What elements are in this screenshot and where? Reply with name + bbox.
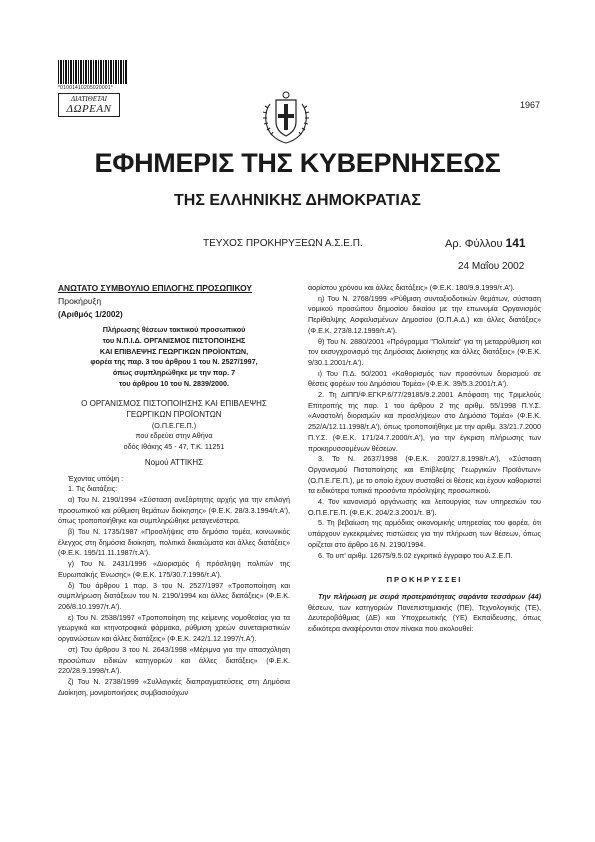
clause: θ) Του Ν. 2880/2001 «Πρόγραμμα "Πολιτεία" για τη μεταρρύθμιση και τον εκσυγχρονισμό της Δημόσιας Διοίκησης και άλλες διατάξεις» (Φ.Ε.Κ. 9/30.1.2001/τ.Α'). [308,336,541,367]
summary-line: Πλήρωσης θέσεων τακτικού προσωπικού [102,325,246,335]
clause: γ) Του Ν. 2431/1996 «Διορισμός ή πρόσληψη πολιτών της Ευρωπαϊκής Ένωσης» (Φ.Ε.Κ. 175/30.7.1996/τ.Α'). [58,559,290,579]
org-line: ΓΕΩΡΓΙΚΩΝ ΠΡΟΪΟΝΤΩΝ [126,410,222,420]
numbered-item: 2. Τη ΔΙΠΠ/Φ.ΕΓΚΡ.6/77/29185/9.2.2001 Απόφαση της Τριμελούς Επιτροπής της παρ. 1 του άρθρου 2 της αριθμ. 55/1998 Π.Υ.Σ. «Αναστολή διορισμών και προσλήψεων στο Δημόσιο Τομέα» (Φ.Ε.Κ. 252/Α/12.11.1998/τ.Α'), όπως τροποποιήθηκε με την αριθμ. 33/21.7.2000 Π.Υ.Σ. (Φ.Ε.Κ. 171/24.7.2000/τ.Α'), για την έγκριση πλήρωσης των προκηρυσσομένων θέσεων. [308,390,541,453]
left-column [58,283,290,698]
stamp-line-2: ΔΩΡΕΑΝ [66,103,112,115]
gazette-subtitle: ΤΗΣ ΕΛΛΗΝΙΚΗΣ ΔΗΜΟΚΡΑΤΙΑΣ [174,192,421,209]
org-line: (Ο.Π.Ε.ΓΕ.Π.) [151,420,197,430]
free-distribution-stamp [58,93,120,117]
clause: ι) Του Π.Δ. 50/2001 «Καθορισμός των προσόντων διορισμού σε θέσεις φορέων του Δημόσιου Τομέα» (Φ.Ε.Κ. 39/5.3.2001/τ.Α'). [308,368,541,389]
numbered-item: 4. Τον κανονισμό οργάνωσης και λειτουργίας των υπηρεσιών του Ο.Π.Ε.ΓΕ.Π. (Φ.Ε.Κ. 204/2.3.2001/τ. Β'). [308,497,541,517]
org-line: που εδρεύει στην Αθήνα [135,431,213,441]
hellenic-coat-of-arms-icon [260,88,312,146]
prefecture: Νομού ΑΤΤΙΚΗΣ [144,457,204,467]
org-line: οδός Ιθάκης 45 - 47, Τ.Κ. 11251 [123,442,225,452]
summary-line: ΚΑΙ ΕΠΙΒΛΕΨΗΣ ΓΕΩΡΓΙΚΩΝ ΠΡΟΪΟΝΤΩΝ, [99,346,249,356]
clause: ε) Του Ν. 2538/1997 «Τροποποίηση της κείμενης νομοθεσίας για τα γεωργικά και κτηνοτροφικά φάρμακα, ρύθμιση χρεών συνεταιριστικών οργανώσεων και άλλες διατάξεις» (Φ.Ε.Κ. 242/1.12.1997/τ.Α'). [58,612,290,644]
clause-continuation: αορίστου χρόνου και άλλες διατάξεις» (Φ.Ε.Κ. 180/9.9.1999/τ.Α'). [308,283,515,292]
document-number: (Αριθμός 1/2002) [58,310,123,320]
barcode [58,60,128,84]
proclaims-heading: ΠΡΟΚΗΡΥΣΣΕΙ [386,575,463,585]
summary-line: φορέα της παρ. 3 του άρθρου 1 του Ν. 2527/1997, [90,357,258,367]
gazette-title: ΕΦΗΜΕΡΙΣ ΤΗΣ ΚΥΒΕΡΝΗΣΕΩΣ [94,148,501,178]
page-number: 1967 [520,100,541,110]
item-1: 1. Τις διατάξεις: [68,484,118,494]
clause: δ) Του άρθρου 1 παρ. 3 του Ν. 2527/1997 «Τροποποίηση και συμπλήρωση διατάξεων του Ν. 2190/1994 και άλλες διατάξεις» (Φ.Ε.Κ. 206/8.10.1997/τ.Α'). [58,580,290,611]
clause: ζ) Του Ν. 2738/1999 «Συλλογικές διαπραγματεύσεις στη Δημόσια Διοίκηση, μονιμοποιήσεις συμβασιούχων [58,676,290,697]
stamp-line-1: ΔΙΑΤΙΘΕΤΑΙ [71,95,107,103]
sheet-info [445,236,526,250]
summary-line: όπως συμπληρώθηκε με την παρ. 7 [112,367,236,377]
clause: α) Του Ν. 2190/1994 «Σύσταση ανεξάρτητης αρχής για την επιλογή προσωπικού και ρύθμιση θεμάτων διοίκησης» (Φ.Ε.Κ. 28/3.3.1994/τ.Α'), όπως τροποποιήθηκε και συμπληρώθηκε μεταγενέστερα. [58,494,290,526]
org-line: Ο ΟΡΓΑΝΙΣΜΟΣ ΠΙΣΤΟΠΟΙΗΣΗΣ ΚΑΙ ΕΠΙΒΛΕΨΗΣ [81,399,267,409]
issue-date: 24 Μαΐου 2002 [458,261,525,272]
numbered-item: 6. Το υπ' αριθμ. 12675/9.5.02 εγκριτικό έγγραφο του Α.Σ.Ε.Π. [318,550,513,560]
final-paragraph: Την πλήρωση με σειρά προτεραιότητας σαράντα τεσσάρων (44) θέσεων, των κατηγοριών Πανεπιστημιακής (ΠΕ), Τεχνολογικής (ΤΕ), Δευτεροβάθμιας (ΔΕ) και Υποχρεωτικής (ΥΕ) Εκπαίδευσης, όπως ειδικότερα αναφέρονται στον πίνακα που ακολουθεί: [308,591,541,634]
sheet-number: 141 [505,236,526,250]
document-title: Προκήρυξη [58,295,102,306]
summary-line: του άρθρου 10 του Ν. 2839/2000. [118,378,230,388]
clause: η) Του Ν. 2768/1999 «Ρύθμιση συνταξιοδοτικών θεμάτων, σύσταση νομικού προσώπου δημοσίου δικαίου με την επωνυμία Οργανισμός Περίθαλψης Ασφαλισμένων Δημοσίου (Ο.Π.Α.Δ.) και άλλες διατάξεις» (Φ.Ε.Κ. 273/8.12.1999/τ.Α'). [308,293,541,335]
numbered-item: 5. Τη βεβαίωση της αρμόδιας οικονομικής υπηρεσίας του φορέα, ότι υπάρχουν εγκεκριμένες πιστώσεις για την πλήρωση των θέσεων, όπως ορίζεται στο άρθρο 16 Ν. 2190/1994. [308,518,541,549]
right-column [308,283,541,635]
barcode-number: *01001410205020001* [58,85,113,91]
having-regard: Έχοντας υπόψη : [68,473,124,483]
authority-heading: ΑΝΩΤΑΤΟ ΣΥΜΒΟΥΛΙΟ ΕΠΙΛΟΓΗΣ ΠΡΟΣΩΠΙΚΟΥ [58,283,253,293]
summary-line: του Ν.Π.Ι.Δ. ΟΡΓΑΝΙΣΜΟΣ ΠΙΣΤΟΠΟΙΗΣΗΣ [102,335,246,345]
sheet-label: Αρ. Φύλλου [445,238,503,250]
clause: β) Του Ν. 1735/1987 «Προσλήψεις στο δημόσιο τομέα, κοινωνικός έλεγχος στη δημόσια διοίκηση, πολιτικά δικαιώματα και άλλες διατάξεις» (Φ.Ε.Κ. 195/11.11.1987/τ.Α'). [58,527,290,558]
issue-label: ΤΕΥΧΟΣ ΠΡΟΚΗΡΥΞΕΩΝ Α.Σ.Ε.Π. [203,238,363,249]
clause: στ) Του άρθρου 3 του Ν. 2643/1998 «Μέριμνα για την απασχόληση προσώπων ειδικών κατηγοριών και άλλες διατάξεις» (Φ.Ε.Κ. 220/28.9.1998/τ.Α'). [58,644,290,676]
numbered-item: 3. Το Ν. 2637/1998 (Φ.Ε.Κ. 200/27.8.1998/τ.Α'), «Σύσταση Οργανισμού Πιστοποίησης και Επίβλεψης Γεωργικών Προϊόντων» (Ο.Π.Ε.ΓΕ.Π.), με το οποίο έχουν συσταθεί οι θέσεις και έχουν καθοριστεί τα ειδικότερα τυπικά προσόντα πρόσληψης προσωπικού. [308,454,541,496]
